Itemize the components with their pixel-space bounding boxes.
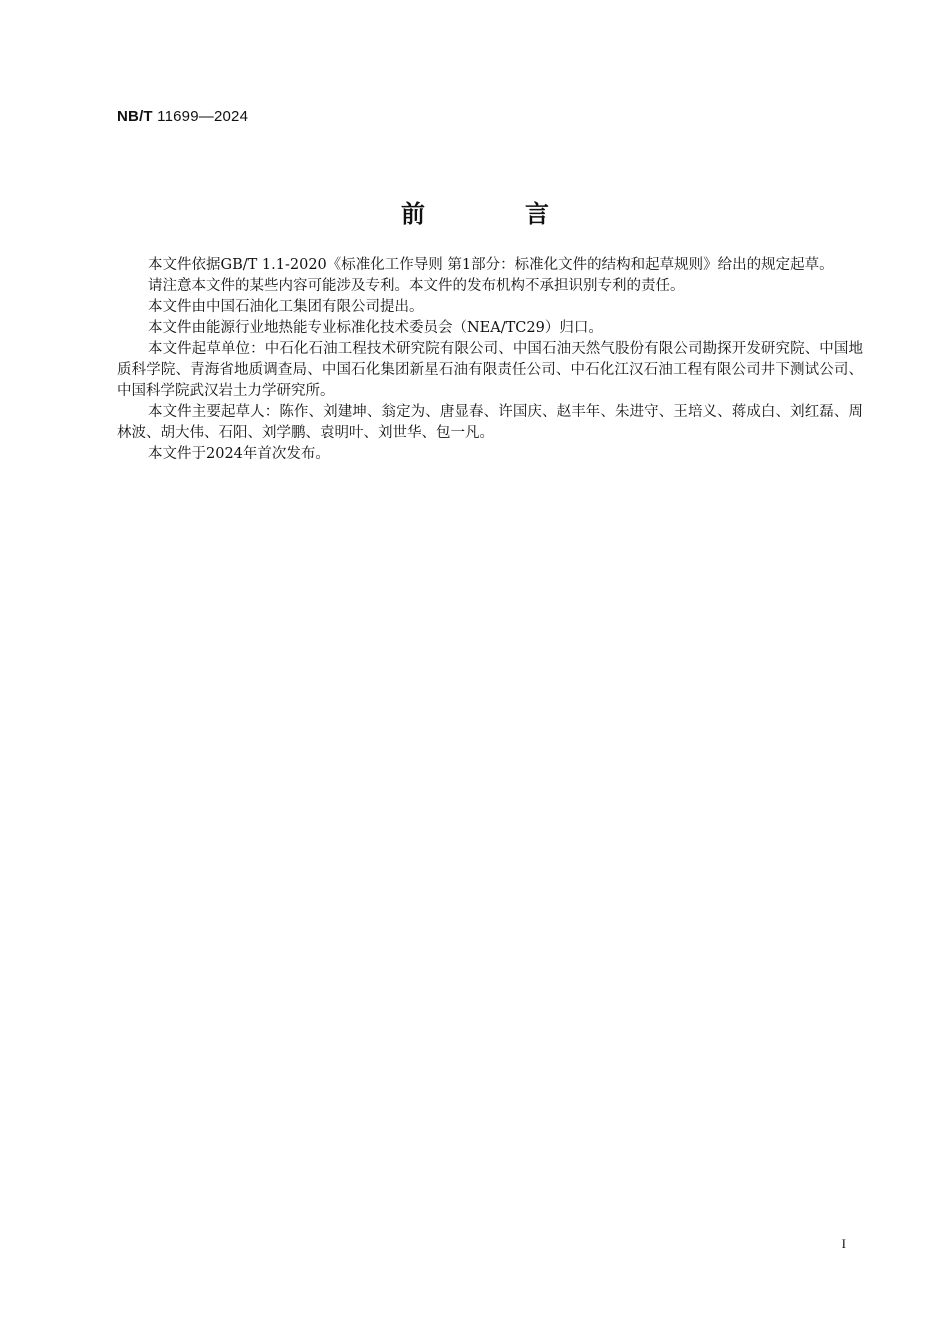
standard-number: 11699—2024 [157,108,249,125]
paragraph-drafters: 本文件主要起草人：陈作、刘建坤、翁定为、唐显春、许国庆、赵丰年、朱进守、王培义、蒋成白、刘红磊、周林波、胡大伟、石阳、刘学鹏、袁明叶、刘世华、包一凡。 [117,404,863,441]
paragraph-release: 本文件于2024年首次发布。 [148,446,330,462]
paragraph-proposer: 本文件由中国石油化工集团有限公司提出。 [148,299,424,315]
paragraph-patent-notice: 请注意本文件的某些内容可能涉及专利。本文件的发布机构不承担识别专利的责任。 [148,278,685,294]
page-title: 前 言 [401,200,587,228]
page-number: I [841,1236,846,1251]
paragraph-basis: 本文件依据GB/T 1.1-2020《标准化工作导则 第1部分：标准化文件的结构和起草规则》给出的规定起草。 [148,257,834,273]
foreword-body [117,255,863,465]
standard-prefix: NB/T [117,108,153,125]
paragraph-committee: 本文件由能源行业地热能专业标准化技术委员会（NEA/TC29）归口。 [148,320,603,336]
paragraph-drafting-units: 本文件起草单位：中石化石油工程技术研究院有限公司、中国石油天然气股份有限公司勘探开发研究院、中国地质科学院、青海省地质调查局、中国石化集团新星石油有限责任公司、中石化江汉石油工程有限公司井下测试公司、中国科学院武汉岩土力学研究所。 [117,341,863,399]
standard-code [117,108,248,125]
